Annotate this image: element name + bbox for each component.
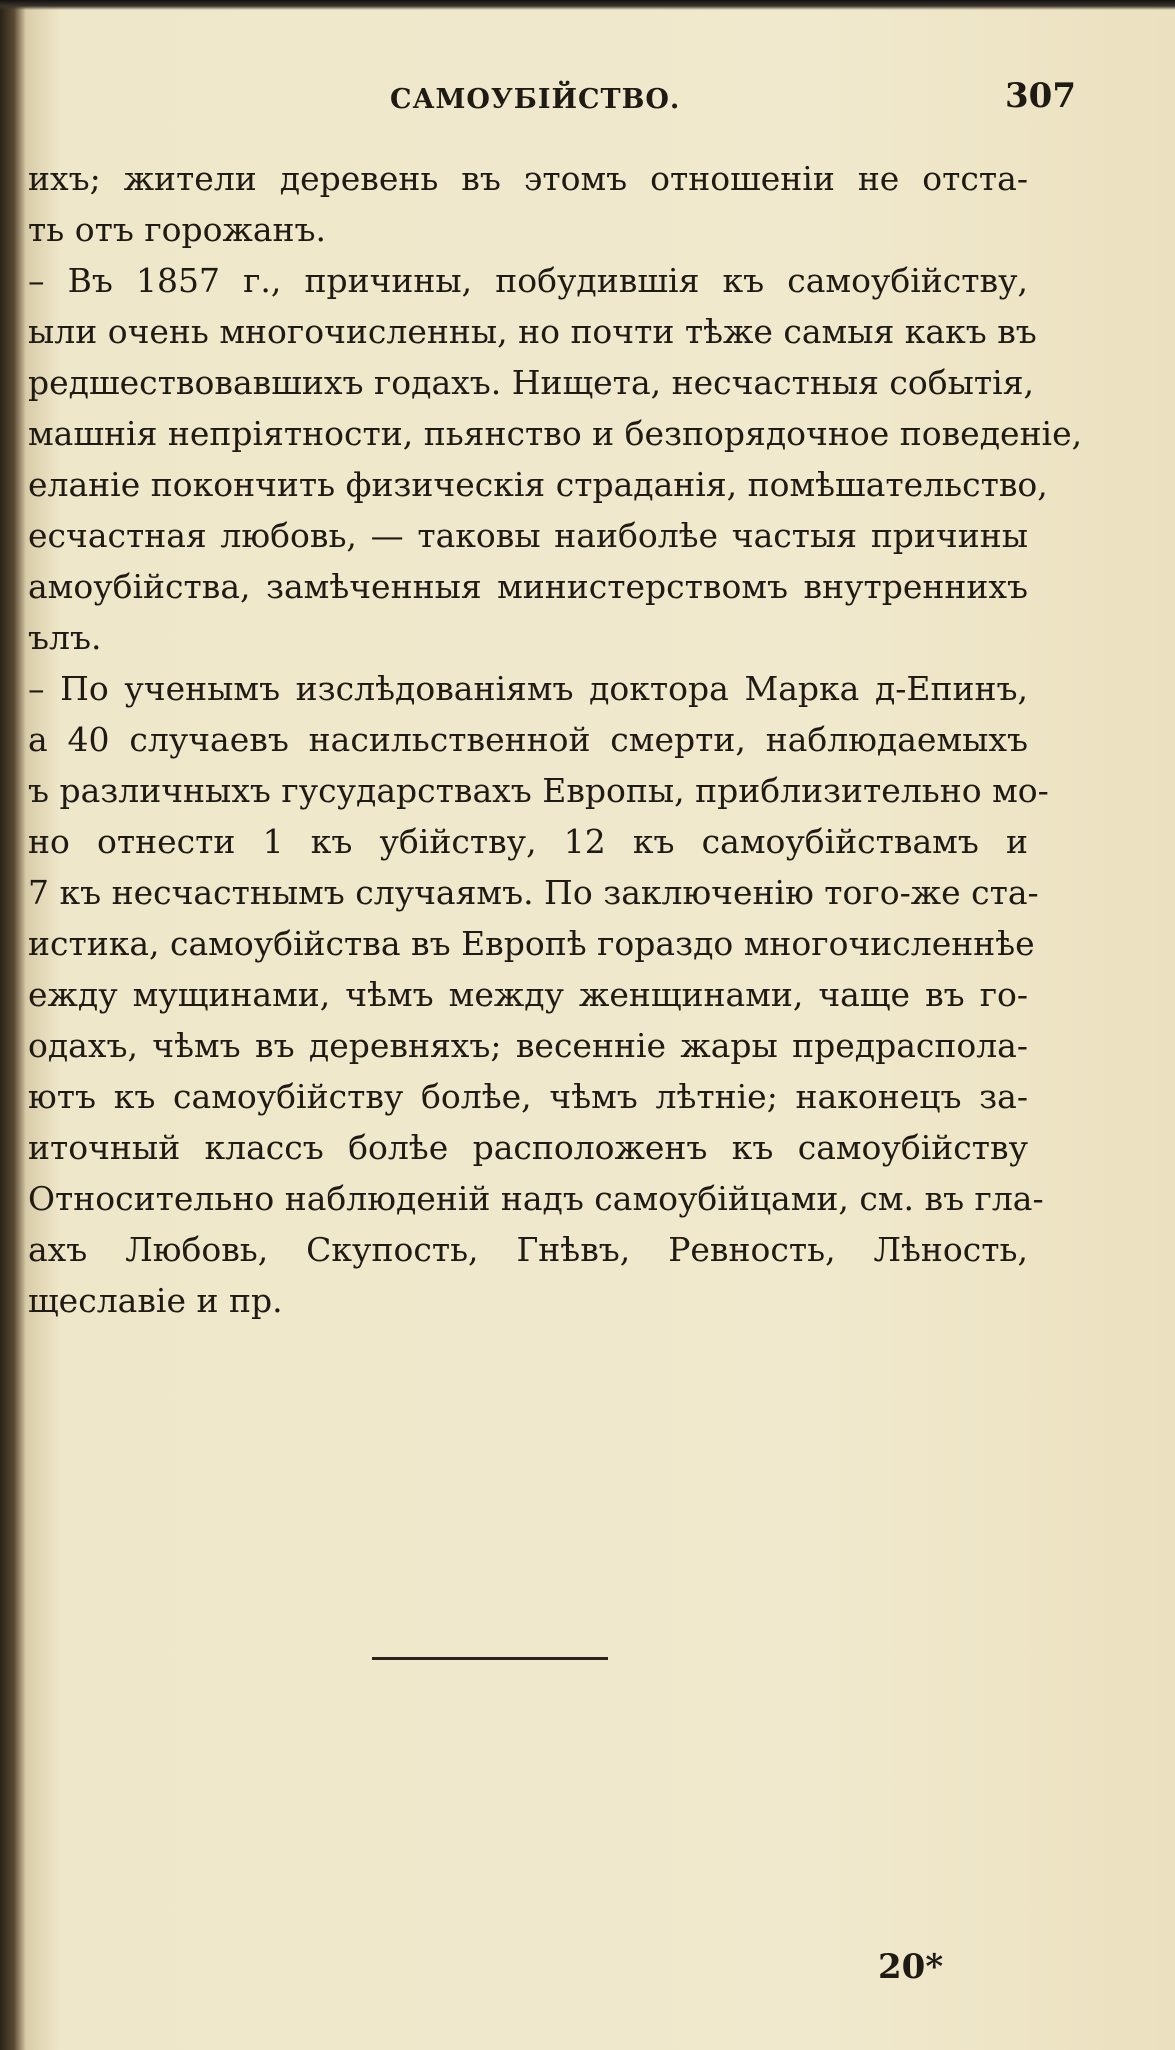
text-line-5: редшествовавшихъ годахъ. Нищета, несчастныя событія,	[28, 363, 1035, 402]
text-line-13: ъ различныхъ гусударствахъ Европы, приблизительно мо-	[28, 771, 1049, 810]
text-line-12: а 40 случаевъ насильственной смерти, наблюдаемыхъ	[28, 720, 1028, 759]
section-separator-rule	[372, 1657, 608, 1660]
page-header	[30, 70, 1115, 120]
text-line-10: ълъ.	[28, 618, 102, 657]
text-line-16: истика, самоубійства въ Европѣ гораздо многочисленнѣе	[28, 924, 1035, 963]
page-number: 307	[1005, 76, 1076, 116]
text-line-7: еланіе покончить физическія страданія, помѣшательство,	[28, 465, 1048, 504]
text-line-18: одахъ, чѣмъ въ деревняхъ; весенніе жары предраспола-	[28, 1026, 1028, 1065]
text-line-23: щеславіе и пр.	[28, 1281, 283, 1320]
text-line-8: есчастная любовь, — таковы наиболѣе частыя причины	[28, 516, 1028, 555]
text-line-3: – Въ 1857 г., причины, побудившія къ самоубійству,	[28, 261, 1028, 300]
body-text	[28, 153, 1083, 1326]
text-line-6: машнія непріятности, пьянство и безпорядочное поведеніе,	[28, 414, 1083, 453]
text-line-2: ть отъ горожанъ.	[28, 210, 326, 249]
text-line-1: ихъ; жители деревень въ этомъ отношеніи не отста-	[28, 159, 1028, 198]
text-line-4: ыли очень многочисленны, но почти тѣже самыя какъ въ	[28, 312, 1037, 351]
text-line-21: Относительно наблюденій надъ самоубійцами, см. въ гла-	[28, 1179, 1044, 1218]
text-line-11: – По ученымъ изслѣдованіямъ доктора Марка д-Епинъ,	[28, 669, 1028, 708]
text-line-14: но отнести 1 къ убійству, 12 къ самоубійствамъ и	[28, 822, 1028, 861]
text-line-19: ютъ къ самоубійству болѣе, чѣмъ лѣтніе; наконецъ за-	[28, 1077, 1028, 1116]
top-edge-shadow	[0, 0, 1175, 10]
text-line-9: амоубійства, замѣченныя министерствомъ внутреннихъ	[28, 567, 1028, 606]
signature-mark: 20*	[878, 1947, 944, 1987]
text-line-15: 7 къ несчастнымъ случаямъ. По заключенію того-же ста-	[28, 873, 1039, 912]
text-line-20: иточный классъ болѣе расположенъ къ самоубійству	[28, 1128, 1028, 1167]
text-line-22: ахъ Любовь, Скупость, Гнѣвъ, Ревность, Лѣность,	[28, 1230, 1028, 1269]
text-line-17: ежду мущинами, чѣмъ между женщинами, чаще въ го-	[28, 975, 1028, 1014]
running-title: САМОУБІЙСТВО.	[390, 84, 681, 115]
